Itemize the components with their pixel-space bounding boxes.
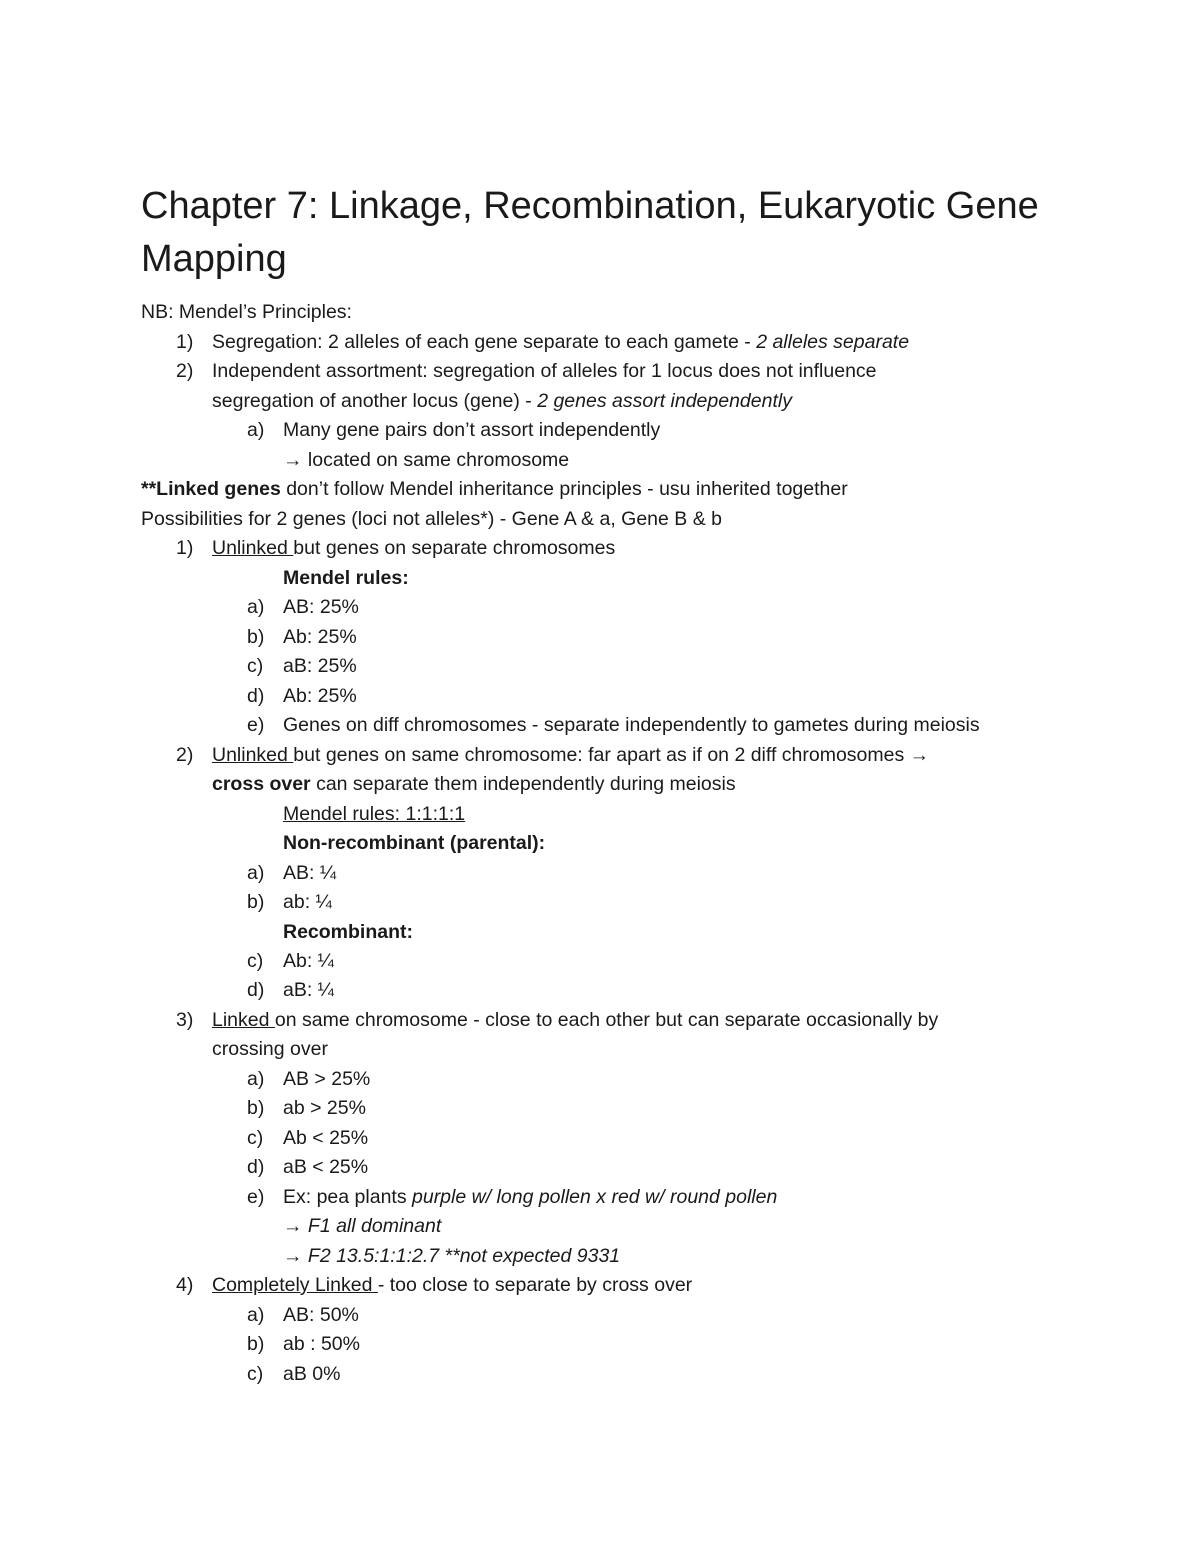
list-item: aB < 25% (283, 1156, 369, 1178)
list-marker: 2) (176, 360, 194, 382)
list-item: ab : 50% (283, 1333, 360, 1355)
non-recombinant-heading: Non-recombinant (parental): (283, 832, 546, 854)
mendel-rules-ratio: Mendel rules: 1:1:1:1 (283, 803, 466, 825)
list-item: Ab: 25% (283, 685, 357, 707)
sub-list-item: Many gene pairs don’t assort independently (283, 419, 661, 441)
case-unlinked-same: Unlinked but genes on same chromosome: far apart as if on 2 diff chromosomes → (212, 744, 930, 766)
list-marker: b) (247, 626, 265, 648)
list-item: ab > 25% (283, 1097, 366, 1119)
example-item: Ex: pea plants purple w/ long pollen x red w/ round pollen (283, 1186, 778, 1208)
recombinant-heading: Recombinant: (283, 921, 414, 943)
list-marker: e) (247, 714, 265, 736)
list-marker: c) (247, 1363, 264, 1385)
linked-genes-note: **Linked genes don’t follow Mendel inheritance principles - usu inherited together (141, 478, 848, 500)
case-completely-linked: Completely Linked - too close to separate by cross over (212, 1274, 693, 1296)
list-item: Ab: ¼ (283, 950, 334, 972)
list-item: Independent assortment: segregation of alleles for 1 locus does not influence (212, 360, 877, 382)
list-marker: d) (247, 979, 265, 1001)
list-marker: d) (247, 1156, 265, 1178)
list-item: AB: ¼ (283, 862, 337, 884)
list-marker: a) (247, 1304, 265, 1326)
list-item: Ab < 25% (283, 1127, 369, 1149)
list-marker: 2) (176, 744, 194, 766)
list-item: aB: 25% (283, 655, 357, 677)
list-marker: a) (247, 596, 265, 618)
page-title: Chapter 7: Linkage, Recombination, Eukaryotic Gene Mapping (141, 185, 1039, 280)
possibilities-line: Possibilities for 2 genes (loci not alleles*) - Gene A & a, Gene B & b (141, 508, 722, 530)
list-item: Segregation: 2 alleles of each gene separate to each gamete - 2 alleles separate (212, 331, 910, 353)
case-linked-continuation: crossing over (212, 1038, 328, 1060)
list-item: ab: ¼ (283, 891, 332, 913)
list-item: AB: 25% (283, 596, 359, 618)
list-item-continuation: segregation of another locus (gene) - 2 genes assort independently (212, 390, 792, 412)
list-item: AB: 50% (283, 1304, 359, 1326)
list-marker: b) (247, 891, 265, 913)
list-item: aB 0% (283, 1363, 341, 1385)
list-item: aB: ¼ (283, 979, 334, 1001)
list-marker: c) (247, 950, 264, 972)
list-marker: a) (247, 862, 265, 884)
list-marker: 1) (176, 331, 194, 353)
list-item: Genes on diff chromosomes - separate independently to gametes during meiosis (283, 714, 980, 736)
list-marker: c) (247, 655, 264, 677)
nb-heading: NB: Mendel’s Principles: (141, 301, 352, 323)
case-unlinked-separate: Unlinked but genes on separate chromosomes (212, 537, 616, 559)
case-unlinked-same-continuation: cross over can separate them independently during meiosis (212, 773, 736, 795)
list-marker: d) (247, 685, 265, 707)
list-marker: b) (247, 1333, 265, 1355)
list-marker: e) (247, 1186, 265, 1208)
example-f2-line: → F2 13.5:1:1:2.7 **not expected 9331 (283, 1245, 621, 1267)
list-marker: a) (247, 1068, 265, 1090)
list-marker: 1) (176, 537, 194, 559)
case-linked: Linked on same chromosome - close to each other but can separate occasionally by (212, 1009, 939, 1031)
list-marker: 3) (176, 1009, 194, 1031)
list-marker: 4) (176, 1274, 194, 1296)
list-item: AB > 25% (283, 1068, 371, 1090)
example-f1-line: → F1 all dominant (283, 1215, 442, 1237)
list-marker: b) (247, 1097, 265, 1119)
list-marker: c) (247, 1127, 264, 1149)
mendel-rules-heading: Mendel rules: (283, 567, 409, 589)
list-marker: a) (247, 419, 265, 441)
list-item: Ab: 25% (283, 626, 357, 648)
sub-list-arrow-line: → located on same chromosome (283, 449, 570, 471)
